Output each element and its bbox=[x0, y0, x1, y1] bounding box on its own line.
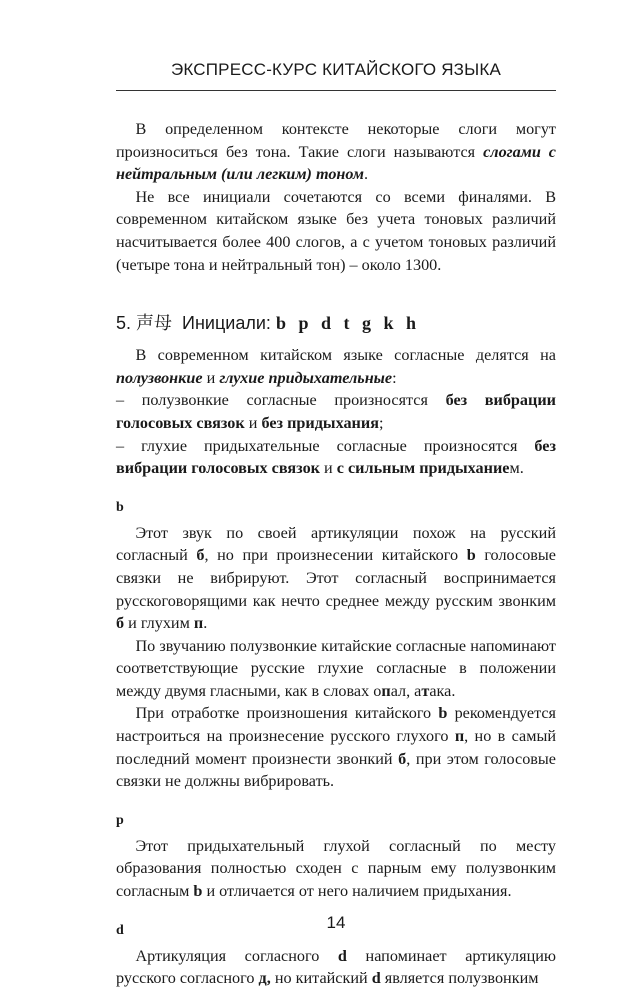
paragraph-b-articulation bbox=[116, 522, 556, 635]
header-rule bbox=[116, 90, 556, 91]
text: ; bbox=[378, 413, 384, 432]
letter: d bbox=[337, 946, 347, 965]
subheading-p: p bbox=[116, 812, 124, 828]
text: Этот звук по своей артикуляции похож на русский согласный bbox=[116, 523, 556, 565]
text: напоминает артикуляцию русского согласного bbox=[116, 946, 556, 988]
text: Артикуляция согласного bbox=[135, 946, 338, 965]
text: В определенном контексте некоторые слоги могут произноситься без тона. Такие слоги называются bbox=[116, 120, 556, 161]
text: ака. bbox=[429, 681, 456, 700]
text: , при этом голосовые связки не должны вибрировать. bbox=[116, 749, 556, 791]
dash-item-aspirated bbox=[116, 435, 556, 480]
text: и bbox=[320, 459, 337, 478]
paragraph-neutral-tone bbox=[116, 118, 556, 186]
text: По звучанию полузвонкие китайские согласные напоминают соответствующие русские глухие согласные в положении между двумя гласными, как в словах о bbox=[116, 636, 556, 700]
letter: п bbox=[193, 614, 204, 633]
running-header: ЭКСПРЕСС-КУРС КИТАЙСКОГО ЯЗЫКА bbox=[170, 60, 502, 79]
text: . bbox=[364, 165, 369, 184]
paragraph-syllable-count: Не все инициали сочетаются со всеми финалями. В современном китайском языке без учета тоновых различий насчитывается более 400 слогов, а с учетом тоновых различий (четыре тона и нейтральный тон) – около 1300. bbox=[116, 187, 556, 274]
term: полузвонкие bbox=[116, 368, 203, 387]
text: – глухие придыхательные согласные произносятся bbox=[116, 436, 535, 455]
text: является полузвонким bbox=[380, 969, 539, 988]
section-heading bbox=[116, 310, 556, 336]
dash-item-semivoiced bbox=[116, 389, 556, 434]
emphasis: без вибрации голосовых связок bbox=[116, 436, 556, 478]
text: рекомендуется настроиться на произнесение русского глухого bbox=[116, 704, 556, 746]
letter: п bbox=[381, 681, 391, 700]
letter: п bbox=[454, 727, 465, 746]
paragraph-d-articulation bbox=[116, 945, 556, 990]
text: , но при произнесении китайского bbox=[204, 546, 467, 565]
text: и bbox=[202, 368, 220, 387]
text: В современном китайском языке согласные делятся на bbox=[135, 346, 556, 365]
letter: д, bbox=[258, 969, 271, 988]
text: и отличается от него наличием придыхания. bbox=[202, 882, 512, 901]
paragraph-b-sound bbox=[116, 635, 556, 703]
section-hanzi: 声母 bbox=[136, 313, 173, 334]
text: и bbox=[244, 413, 262, 432]
term-neutral-tone: слогами с нейтральным (или легким) тоном bbox=[116, 142, 556, 184]
section-letters: b p d t g k h bbox=[275, 313, 420, 334]
paragraph-consonant-types bbox=[116, 344, 556, 389]
emphasis: без вибрации голосовых связок bbox=[116, 391, 556, 432]
letter: т bbox=[421, 681, 430, 700]
letter: b bbox=[193, 882, 203, 901]
section-label: Инициали: bbox=[182, 313, 271, 334]
text: Этот придыхательный глухой согласный по месту образования полностью сходен с парным ему полузвонким согласным bbox=[116, 836, 556, 901]
letter: б bbox=[116, 614, 125, 633]
text: ал, а bbox=[390, 681, 422, 700]
letter: d bbox=[371, 969, 381, 988]
term: глухие придыхательные bbox=[219, 368, 393, 387]
paragraph-p-articulation bbox=[116, 835, 556, 903]
subheading-d: d bbox=[116, 922, 124, 938]
section-number: 5. bbox=[116, 313, 132, 334]
page-number: 14 bbox=[326, 913, 346, 932]
emphasis: без придыхания bbox=[261, 413, 379, 432]
text: и глухим bbox=[124, 614, 194, 633]
text: м. bbox=[509, 459, 524, 478]
text: , но в самый последний момент произнести звонкий bbox=[116, 727, 557, 768]
letter: b bbox=[438, 704, 448, 723]
emphasis: с сильным придыхание bbox=[336, 459, 510, 478]
paragraph-b-practice bbox=[116, 702, 556, 792]
text: . bbox=[203, 614, 208, 633]
text: – полузвонкие согласные произносятся bbox=[116, 391, 446, 410]
text: : bbox=[392, 368, 397, 387]
text: При отработке произношения китайского bbox=[135, 704, 439, 723]
letter: b bbox=[466, 546, 476, 565]
letter: б bbox=[398, 749, 407, 768]
text: но китайский bbox=[270, 969, 372, 988]
text: голосовые связки не вибрируют. Этот согласный воспринимается русскоговорящими как нечто среднее между русским звонким bbox=[116, 546, 556, 610]
page-body bbox=[116, 118, 556, 990]
letter: б bbox=[196, 546, 205, 565]
subheading-b: b bbox=[116, 499, 124, 515]
